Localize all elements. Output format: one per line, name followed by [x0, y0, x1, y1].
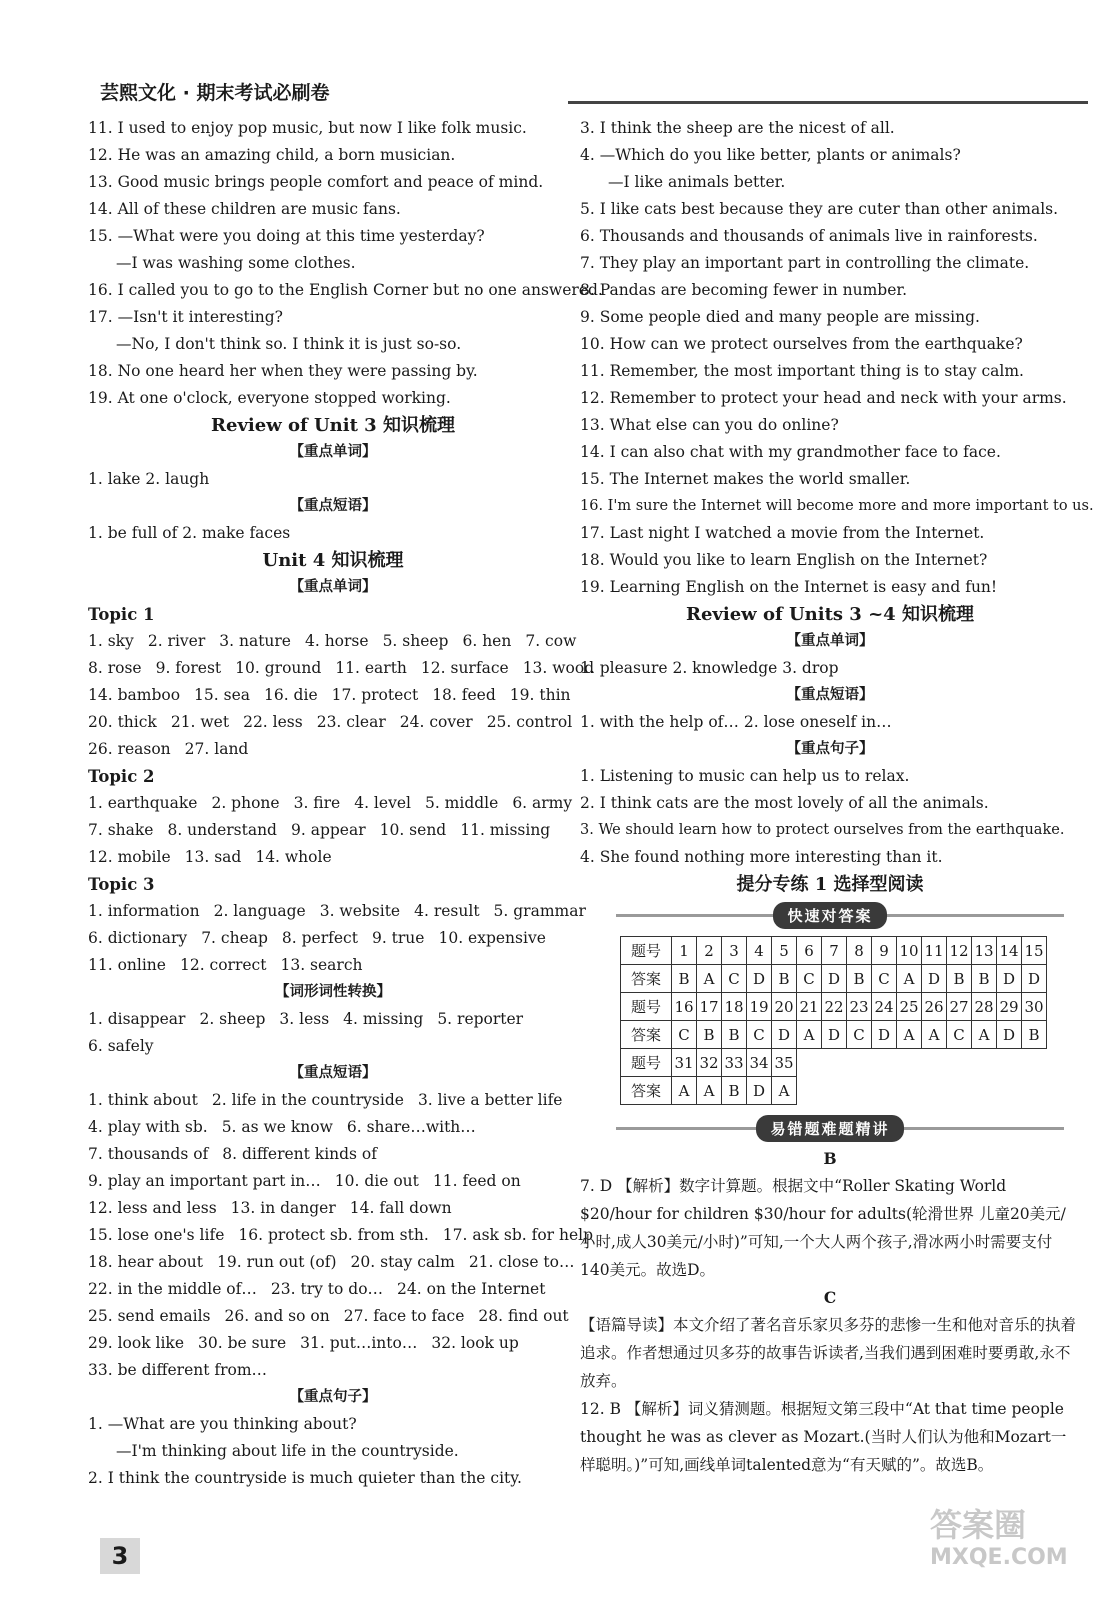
phrase-item: 4. play with sb. — [88, 1118, 208, 1136]
phrase-line: 1. be full of 2. make faces — [88, 524, 291, 542]
sentence-line: 2. I think the countryside is much quieter than the city. — [88, 1469, 522, 1487]
sentence-line: —I'm thinking about life in the countryside. — [116, 1442, 459, 1460]
empty-cell — [972, 1077, 997, 1105]
question-number-cell: 19 — [747, 993, 772, 1021]
sentence-line: 13. What else can you do online? — [580, 416, 839, 434]
phrase-item: 26. and so on — [224, 1307, 330, 1325]
answer-cell: A — [922, 1021, 947, 1049]
question-number-cell: 29 — [997, 993, 1022, 1021]
phrase-row — [88, 1276, 578, 1303]
answer-cell: B — [722, 1077, 747, 1105]
word-item: 10. ground — [235, 659, 322, 677]
empty-cell — [822, 1049, 847, 1077]
sentence-line: 3. I think the sheep are the nicest of all. — [580, 119, 895, 137]
phrase-item: 30. be sure — [198, 1334, 287, 1352]
question-number-cell: 31 — [672, 1049, 697, 1077]
answer-cell: D — [822, 965, 847, 993]
word-item: 13. wood — [522, 659, 595, 677]
empty-cell — [897, 1049, 922, 1077]
answer-cell: B — [947, 965, 972, 993]
phrase-row — [88, 1141, 578, 1168]
word-item: 1. sky — [88, 632, 134, 650]
section-tag: 【词形词性转换】 — [275, 984, 391, 1000]
answer-cell: A — [697, 965, 722, 993]
sentence-line: 4. She found nothing more interesting than it. — [580, 848, 943, 866]
sentence-line: 12. Remember to protect your head and neck with your arms. — [580, 389, 1067, 407]
empty-cell — [922, 1077, 947, 1105]
phrase-row — [88, 1303, 578, 1330]
question-number-cell: 8 — [847, 937, 872, 965]
word-item: 22. less — [243, 713, 303, 731]
question-number-cell: 3 — [722, 937, 747, 965]
explanation-paragraph: 12. B 【解析】词义猜测题。根据短文第三段中“At that time people thought he was as clever as Mozart.(当时人们认为他和Mozart一样聪明。)”可知,画线单词talented意为“有天赋的”。故选B。 — [580, 1400, 1067, 1474]
drill-title: 提分专练 1 选择型阅读 — [736, 874, 924, 895]
word-item: 24. cover — [399, 713, 473, 731]
sentence-line: 18. No one heard her when they were passing by. — [88, 362, 478, 380]
empty-cell — [872, 1077, 897, 1105]
word-item: 5. sheep — [382, 632, 449, 650]
question-number-cell: 21 — [797, 993, 822, 1021]
word-row — [88, 844, 578, 871]
empty-cell — [922, 1049, 947, 1077]
word-row — [88, 952, 578, 979]
table-row — [621, 993, 1047, 1021]
answer-cell: A — [697, 1077, 722, 1105]
section-tag: 【重点短语】 — [289, 498, 377, 514]
phrase-row — [88, 1222, 594, 1249]
explanation-paragraph: 7. D 【解析】数字计算题。根据文中“Roller Skating World $20/hour for children $30/hour for adults(轮滑世界 儿童20美元/小时,成人30美元/小时)”可知,一个大人两个孩子,滑冰两小时需要支付140美元。故选D。 — [580, 1177, 1066, 1279]
sentence-line: 10. How can we protect ourselves from the earthquake? — [580, 335, 1023, 353]
answer-cell: D — [997, 1021, 1022, 1049]
answer-cell: C — [947, 1021, 972, 1049]
phrase-row — [88, 1330, 578, 1357]
sentence-line: —I was washing some clothes. — [116, 254, 356, 272]
word-row — [88, 1033, 578, 1060]
word-item: 3. fire — [293, 794, 341, 812]
word-item: 26. reason — [88, 740, 171, 758]
phrase-item: 11. feed on — [432, 1172, 521, 1190]
explanations-banner — [580, 1111, 1080, 1145]
word-item: 9. true — [371, 929, 425, 947]
question-number-cell: 1 — [672, 937, 697, 965]
banner-label: 易错题难题精讲 — [756, 1115, 903, 1142]
word-item: 13. search — [280, 956, 363, 974]
empty-cell — [847, 1049, 872, 1077]
empty-cell — [947, 1049, 972, 1077]
phrase-line: 1. with the help of… 2. lose oneself in… — [580, 713, 892, 731]
sentence-line: 19. Learning English on the Internet is easy and fun! — [580, 578, 998, 596]
sentence-line: 15. —What were you doing at this time yesterday? — [88, 227, 485, 245]
sentence-line: 17. —Isn't it interesting? — [88, 308, 283, 326]
word-item: 23. clear — [316, 713, 386, 731]
word-item: 2. phone — [211, 794, 280, 812]
word-item: 11. missing — [460, 821, 551, 839]
section-letter: B — [823, 1149, 837, 1168]
word-item: 12. correct — [179, 956, 267, 974]
phrase-item: 28. find out — [478, 1307, 569, 1325]
sentence-line: 4. —Which do you like better, plants or animals? — [580, 146, 961, 164]
question-number-cell: 5 — [772, 937, 797, 965]
row-label: 题号 — [621, 993, 672, 1021]
word-item: 4. missing — [343, 1010, 424, 1028]
phrase-item: 21. close to… — [468, 1253, 575, 1271]
question-number-cell: 24 — [872, 993, 897, 1021]
empty-cell — [997, 1077, 1022, 1105]
sentence-line: 7. They play an important part in controlling the climate. — [580, 254, 1030, 272]
empty-cell — [897, 1077, 922, 1105]
question-number-cell: 14 — [997, 937, 1022, 965]
question-number-cell: 12 — [947, 937, 972, 965]
review-unit3-title: Review of Unit 3 知识梳理 — [211, 415, 455, 436]
word-item: 7. cow — [525, 632, 577, 650]
word-item: 6. safely — [88, 1037, 154, 1055]
empty-cell — [997, 1049, 1022, 1077]
phrase-item: 2. life in the countryside — [211, 1091, 404, 1109]
phrase-item: 1. think about — [88, 1091, 198, 1109]
word-item: 3. website — [319, 902, 401, 920]
word-item: 9. forest — [155, 659, 222, 677]
word-item: 8. perfect — [281, 929, 358, 947]
question-number-cell: 18 — [722, 993, 747, 1021]
row-label: 题号 — [621, 1049, 672, 1077]
sentence-line: 11. I used to enjoy pop music, but now I like folk music. — [88, 119, 527, 137]
section-tag: 【重点单词】 — [289, 579, 377, 595]
phrase-row — [88, 1087, 578, 1114]
phrase-item: 17. ask sb. for help — [442, 1226, 594, 1244]
banner-label: 快速对答案 — [773, 902, 886, 929]
sentence-line: 16. I'm sure the Internet will become more and more important to us. — [580, 498, 1094, 514]
row-label: 答案 — [621, 965, 672, 993]
question-number-cell: 13 — [972, 937, 997, 965]
topic-heading: Topic 3 — [88, 875, 155, 894]
word-item: 1. disappear — [88, 1010, 186, 1028]
answer-cell: A — [672, 1077, 697, 1105]
answer-cell: C — [872, 965, 897, 993]
answer-cell: A — [897, 1021, 922, 1049]
phrase-item: 14. fall down — [349, 1199, 452, 1217]
phrase-item: 5. as we know — [221, 1118, 333, 1136]
row-label: 答案 — [621, 1021, 672, 1049]
word-line: 1. lake 2. laugh — [88, 470, 210, 488]
word-item: 15. sea — [194, 686, 250, 704]
table-row — [621, 1077, 1047, 1105]
question-number-cell: 7 — [822, 937, 847, 965]
phrase-row — [88, 1114, 578, 1141]
unit4-title: Unit 4 知识梳理 — [262, 550, 404, 571]
phrase-item: 24. on the Internet — [397, 1280, 546, 1298]
phrase-item: 8. different kinds of — [222, 1145, 378, 1163]
word-item: 4. horse — [304, 632, 369, 650]
question-number-cell: 26 — [922, 993, 947, 1021]
answer-cell: D — [747, 965, 772, 993]
phrase-item: 13. in danger — [230, 1199, 336, 1217]
question-number-cell: 4 — [747, 937, 772, 965]
question-number-cell: 2 — [697, 937, 722, 965]
answer-cell: B — [972, 965, 997, 993]
sentence-line: 14. All of these children are music fans. — [88, 200, 401, 218]
answer-cell: A — [797, 1021, 822, 1049]
section-tag: 【重点句子】 — [289, 1389, 377, 1405]
question-number-cell: 9 — [872, 937, 897, 965]
answer-cell: C — [797, 965, 822, 993]
empty-cell — [947, 1077, 972, 1105]
row-label: 答案 — [621, 1077, 672, 1105]
word-item: 5. reporter — [437, 1010, 524, 1028]
answer-cell: A — [772, 1077, 797, 1105]
answer-cell: B — [1022, 1021, 1047, 1049]
word-item: 2. river — [147, 632, 206, 650]
sentence-line: 13. Good music brings people comfort and peace of mind. — [88, 173, 544, 191]
topic-heading: Topic 2 — [88, 767, 155, 786]
sentence-line: 17. Last night I watched a movie from the Internet. — [580, 524, 985, 542]
phrase-row — [88, 1249, 578, 1276]
question-number-cell: 11 — [922, 937, 947, 965]
empty-cell — [797, 1049, 822, 1077]
word-item: 5. grammar — [493, 902, 586, 920]
empty-cell — [822, 1077, 847, 1105]
answer-cell: A — [897, 965, 922, 993]
question-number-cell: 34 — [747, 1049, 772, 1077]
phrase-item: 32. look up — [431, 1334, 519, 1352]
question-number-cell: 17 — [697, 993, 722, 1021]
answer-cell: C — [672, 1021, 697, 1049]
section-tag: 【重点短语】 — [786, 687, 874, 703]
phrase-item: 10. die out — [334, 1172, 419, 1190]
phrase-item: 16. protect sb. from sth. — [238, 1226, 429, 1244]
watermark-url: MXQE.COM — [930, 1545, 1068, 1570]
sentence-line: 1. Listening to music can help us to relax. — [580, 767, 910, 785]
answer-table — [620, 936, 1047, 1105]
phrase-item: 29. look like — [88, 1334, 184, 1352]
word-item: 3. nature — [219, 632, 291, 650]
sentence-line: 3. We should learn how to protect ourselves from the earthquake. — [580, 822, 1065, 838]
row-label: 题号 — [621, 937, 672, 965]
word-item: 4. result — [414, 902, 480, 920]
word-item: 1. earthquake — [88, 794, 198, 812]
word-row — [88, 655, 595, 682]
word-item: 27. land — [184, 740, 249, 758]
answer-cell: B — [697, 1021, 722, 1049]
question-number-cell: 22 — [822, 993, 847, 1021]
word-item: 25. control — [486, 713, 573, 731]
answer-cell: D — [1022, 965, 1047, 993]
sentence-line: 2. I think cats are the most lovely of all the animals. — [580, 794, 989, 812]
sentence-line: 19. At one o'clock, everyone stopped working. — [88, 389, 451, 407]
word-item: 7. cheap — [201, 929, 268, 947]
question-number-cell: 16 — [672, 993, 697, 1021]
phrase-row — [88, 1357, 578, 1384]
word-item: 11. online — [88, 956, 166, 974]
word-item: 1. information — [88, 902, 200, 920]
phrase-item: 23. try to do… — [270, 1280, 384, 1298]
section-letter: C — [823, 1288, 837, 1307]
answer-cell: B — [672, 965, 697, 993]
word-row — [88, 898, 586, 925]
word-item: 12. mobile — [88, 848, 171, 866]
word-item: 14. whole — [255, 848, 332, 866]
left-column — [88, 115, 603, 1492]
empty-cell — [972, 1049, 997, 1077]
phrase-item: 25. send emails — [88, 1307, 211, 1325]
word-item: 3. less — [279, 1010, 330, 1028]
word-row — [88, 925, 578, 952]
word-item: 6. hen — [462, 632, 512, 650]
word-row — [88, 817, 578, 844]
phrase-item: 20. stay calm — [350, 1253, 455, 1271]
empty-cell — [1022, 1077, 1047, 1105]
table-row — [621, 937, 1047, 965]
sentence-line: 12. He was an amazing child, a born musician. — [88, 146, 456, 164]
empty-cell — [872, 1049, 897, 1077]
section-tag: 【重点短语】 — [289, 1065, 377, 1081]
word-row — [88, 628, 578, 655]
word-row — [88, 736, 578, 763]
word-row — [88, 1006, 578, 1033]
phrase-row — [88, 1195, 578, 1222]
phrase-item: 12. less and less — [88, 1199, 217, 1217]
sentence-line: 8. Pandas are becoming fewer in number. — [580, 281, 908, 299]
answer-cell: B — [722, 1021, 747, 1049]
answer-cell: C — [747, 1021, 772, 1049]
sentence-line: 5. I like cats best because they are cuter than other animals. — [580, 200, 1059, 218]
answer-cell: C — [847, 1021, 872, 1049]
word-row — [88, 790, 578, 817]
word-item: 12. surface — [420, 659, 509, 677]
answer-cell: D — [997, 965, 1022, 993]
phrase-row — [88, 1168, 578, 1195]
empty-cell — [797, 1077, 822, 1105]
header-rule — [568, 101, 1088, 104]
word-item: 16. die — [263, 686, 318, 704]
table-row — [621, 1049, 1047, 1077]
sentence-line: 16. I called you to go to the English Corner but no one answered. — [88, 281, 603, 299]
answer-cell: B — [847, 965, 872, 993]
question-number-cell: 35 — [772, 1049, 797, 1077]
empty-cell — [847, 1077, 872, 1105]
question-number-cell: 23 — [847, 993, 872, 1021]
sentence-line: 14. I can also chat with my grandmother face to face. — [580, 443, 1001, 461]
answer-cell: D — [922, 965, 947, 993]
passage-guide: 【语篇导读】本文介绍了著名音乐家贝多芬的悲惨一生和他对音乐的执着追求。作者想通过贝多芬的故事告诉读者,当我们遇到困难时要勇敢,永不放弃。 — [580, 1316, 1077, 1390]
word-item: 6. army — [512, 794, 573, 812]
table-row — [621, 965, 1047, 993]
review-units34-title: Review of Units 3 ~4 知识梳理 — [686, 604, 974, 625]
section-tag: 【重点单词】 — [289, 444, 377, 460]
phrase-item: 19. run out (of) — [217, 1253, 337, 1271]
phrase-item: 18. hear about — [88, 1253, 204, 1271]
question-number-cell: 32 — [697, 1049, 722, 1077]
question-number-cell: 27 — [947, 993, 972, 1021]
phrase-item: 6. share…with… — [346, 1118, 476, 1136]
word-item: 2. sheep — [199, 1010, 266, 1028]
phrase-item: 3. live a better life — [417, 1091, 563, 1109]
word-item: 11. earth — [335, 659, 407, 677]
question-number-cell: 10 — [897, 937, 922, 965]
question-number-cell: 33 — [722, 1049, 747, 1077]
answer-cell: D — [772, 1021, 797, 1049]
answer-cell: A — [972, 1021, 997, 1049]
phrase-item: 15. lose one's life — [88, 1226, 225, 1244]
sentence-line: 9. Some people died and many people are missing. — [580, 308, 980, 326]
phrase-item: 33. be different from… — [88, 1361, 268, 1379]
word-item: 18. feed — [432, 686, 496, 704]
word-item: 10. send — [379, 821, 447, 839]
phrase-item: 9. play an important part in… — [88, 1172, 321, 1190]
word-item: 7. shake — [88, 821, 154, 839]
phrase-item: 27. face to face — [343, 1307, 465, 1325]
word-item: 14. bamboo — [88, 686, 181, 704]
question-number-cell: 30 — [1022, 993, 1047, 1021]
answer-cell: B — [772, 965, 797, 993]
word-line: 1. pleasure 2. knowledge 3. drop — [580, 659, 839, 677]
answer-key-banner — [580, 898, 1080, 932]
sentence-line: —No, I don't think so. I think it is just so-so. — [116, 335, 462, 353]
watermark-logo: 答案圈 — [930, 1506, 1027, 1544]
word-item: 8. rose — [88, 659, 142, 677]
question-number-cell: 6 — [797, 937, 822, 965]
word-item: 20. thick — [88, 713, 157, 731]
sentence-line: 6. Thousands and thousands of animals live in rainforests. — [580, 227, 1038, 245]
word-row — [88, 709, 578, 736]
word-item: 5. middle — [424, 794, 499, 812]
page-number: 3 — [100, 1538, 140, 1574]
sentence-line: 11. Remember, the most important thing is to stay calm. — [580, 362, 1024, 380]
word-item: 6. dictionary — [88, 929, 188, 947]
topic-heading: Topic 1 — [88, 605, 155, 624]
word-item: 21. wet — [170, 713, 230, 731]
table-row — [621, 1021, 1047, 1049]
phrase-item: 22. in the middle of… — [88, 1280, 257, 1298]
answer-cell: D — [747, 1077, 772, 1105]
word-row — [88, 682, 578, 709]
right-column — [580, 115, 1094, 1479]
word-item: 19. thin — [509, 686, 571, 704]
word-item: 4. level — [354, 794, 411, 812]
word-item: 2. language — [213, 902, 306, 920]
sentence-line: 1. —What are you thinking about? — [88, 1415, 357, 1433]
word-item: 8. understand — [167, 821, 277, 839]
section-tag: 【重点句子】 — [786, 741, 874, 757]
answer-cell: C — [722, 965, 747, 993]
word-item: 13. sad — [184, 848, 242, 866]
answer-cell: D — [822, 1021, 847, 1049]
empty-cell — [1022, 1049, 1047, 1077]
answer-cell: D — [872, 1021, 897, 1049]
phrase-item: 31. put…into… — [300, 1334, 418, 1352]
word-item: 17. protect — [331, 686, 419, 704]
word-item: 9. appear — [290, 821, 366, 839]
sentence-line: —I like animals better. — [608, 173, 786, 191]
sentence-line: 15. The Internet makes the world smaller. — [580, 470, 911, 488]
question-number-cell: 15 — [1022, 937, 1047, 965]
section-tag: 【重点单词】 — [786, 633, 874, 649]
word-item: 10. expensive — [438, 929, 546, 947]
page-header: 芸熙文化 · 期末考试必刷卷 — [100, 82, 330, 104]
question-number-cell: 20 — [772, 993, 797, 1021]
question-number-cell: 25 — [897, 993, 922, 1021]
question-number-cell: 28 — [972, 993, 997, 1021]
phrase-item: 7. thousands of — [88, 1145, 209, 1163]
sentence-line: 18. Would you like to learn English on the Internet? — [580, 551, 988, 569]
